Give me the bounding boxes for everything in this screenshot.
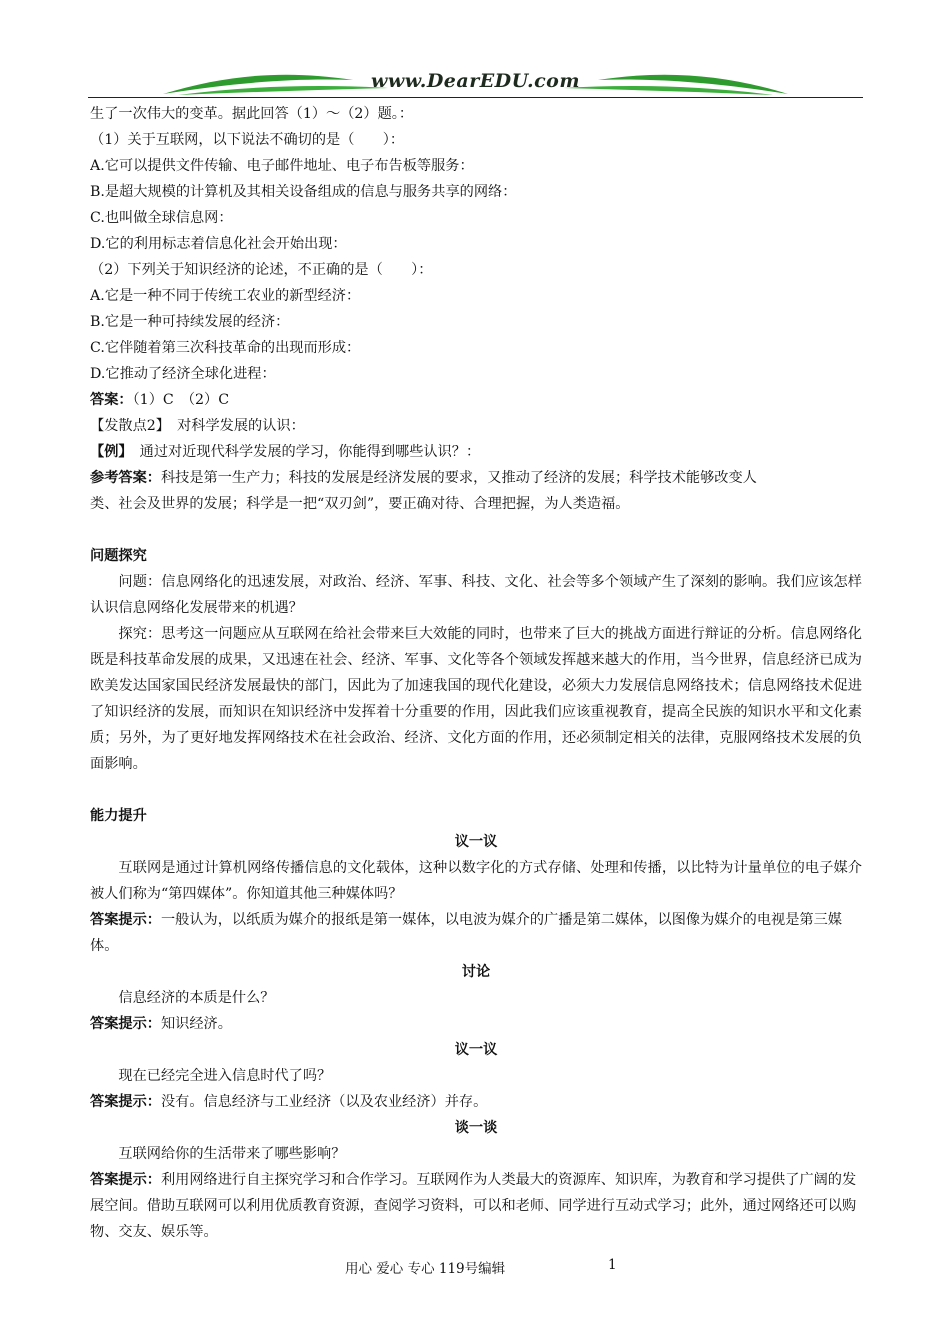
point-2-text: 对科学发展的认识： [162, 418, 305, 434]
answer-line [90, 387, 862, 413]
discussion-heading-4: 谈一谈 [454, 1120, 498, 1136]
hint-text: 没有。信息经济与工业经济（以及农业经济）并存。 [160, 1094, 488, 1110]
reference-answer-line-1 [90, 465, 862, 491]
question-1-stem: （1）关于互联网，以下说法不确切的是（ ）： [90, 132, 405, 148]
ability-section-title: 能力提升 [90, 808, 147, 824]
hint-label: 答案提示： [90, 912, 161, 928]
header-divider [88, 97, 863, 98]
question-2-option-a: A.它是一种不同于传统工农业的新型经济： [90, 288, 361, 304]
hint-label: 答案提示： [90, 1016, 161, 1032]
discussion-question-3: 现在已经完全进入信息时代了吗？ [118, 1068, 332, 1084]
page-number: 1 [608, 1257, 617, 1273]
question-1-option-a: A.它可以提供文件传输、电子邮件地址、电子布告板等服务： [90, 158, 474, 174]
discussion-hint-3 [90, 1089, 862, 1115]
example-label: 【例】 [90, 444, 126, 460]
hint-text: 一般认为，以纸质为媒介的报纸是第一媒体，以电波为媒介的广播是第二媒体，以图像为媒介的电视是第三媒体。 [90, 912, 842, 954]
discussion-question-4: 互联网给你的生活带来了哪些影响？ [118, 1146, 346, 1162]
discussion-question-2: 信息经济的本质是什么？ [118, 990, 275, 1006]
discussion-heading-3: 议一议 [454, 1042, 498, 1058]
discussion-heading-1: 议一议 [454, 834, 498, 850]
discussion-question-1: 互联网是通过计算机网络传播信息的文化载体，这种以数字化的方式存储、处理和传播，以比特为计量单位的电子媒介被人们称为“第四媒体”。你知道其他三种媒体吗？ [90, 860, 862, 902]
document-body [90, 101, 862, 1245]
hint-text: 利用网络进行自主探究学习和合作学习。互联网作为人类最大的资源库、知识库，为教育和学习提供了广阔的发展空间。借助互联网可以利用优质教育资源，查阅学习资料，可以和老师、同学进行互动式学习；此外，通过网络还可以购物、交友、娱乐等。 [90, 1172, 857, 1240]
answer-text: （1）C （2）C [132, 392, 230, 408]
question-2-option-b: B.它是一种可持续发展的经济： [90, 314, 290, 330]
hint-label: 答案提示： [90, 1172, 161, 1188]
reference-answer-line-2: 类、社会及世界的发展；科学是一把“双刃剑”，要正确对待、合理把握，为人类造福。 [90, 496, 630, 512]
reference-answer-text-1: 科技是第一生产力；科技的发展是经济发展的要求，又推动了经济的发展；科学技术能够改变人 [160, 470, 757, 486]
site-logo-text: www.DearEDU.com [371, 70, 580, 92]
point-2-line [90, 413, 862, 439]
question-1-option-c: C.也叫做全球信息网： [90, 210, 233, 226]
inquiry-question: 问题：信息网络化的迅速发展，对政治、经济、军事、科技、文化、社会等多个领域产生了深刻的影响。我们应该怎样认识信息网络化发展带来的机遇？ [90, 574, 862, 616]
discussion-heading-2: 讨论 [461, 964, 491, 980]
answer-label: 答案： [90, 392, 133, 408]
footer-text: 用心 爱心 专心 119号编辑 [345, 1261, 506, 1277]
discussion-hint-4 [90, 1167, 862, 1245]
example-line [90, 439, 862, 465]
point-2-label: 【发散点2】 [90, 418, 163, 434]
page-header [88, 66, 863, 102]
question-2-option-c: C.它伴随着第三次科技革命的出现而形成： [90, 340, 361, 356]
intro-line: 生了一次伟大的变革。据此回答（1）～（2）题。： [90, 106, 414, 122]
question-1-option-b: B.是超大规模的计算机及其相关设备组成的信息与服务共享的网络： [90, 184, 517, 200]
inquiry-section-title: 问题探究 [90, 548, 147, 564]
question-2-stem: （2）下列关于知识经济的论述，不正确的是（ ）： [90, 262, 433, 278]
hint-text: 知识经济。 [160, 1016, 232, 1032]
question-2-option-d: D.它推动了经济全球化进程： [90, 366, 276, 382]
discussion-hint-2 [90, 1011, 862, 1037]
hint-label: 答案提示： [90, 1094, 161, 1110]
inquiry-explore: 探究：思考这一问题应从互联网在给社会带来巨大效能的同时，也带来了巨大的挑战方面进行辩证的分析。信息网络化既是科技革命发展的成果，又迅速在社会、经济、军事、文化等各个领域发挥越来越大的作用，当今世界，信息经济已成为欧美发达国家国民经济发展最快的部门，因此为了加速我国的现代化建设，必须大力发展信息网络技术；信息网络技术促进了知识经济的发展，而知识在知识经济中发挥着十分重要的作用，因此我们应该重视教育，提高全民族的知识水平和文化素质；另外，为了更好地发挥网络技术在社会政治、经济、文化方面的作用，还必须制定相关的法律，克服网络技术发展的负面影响。 [90, 626, 862, 772]
question-1-option-d: D.它的利用标志着信息化社会开始出现： [90, 236, 347, 252]
reference-answer-label: 参考答案： [90, 470, 161, 486]
discussion-hint-1 [90, 907, 862, 959]
example-text: 通过对近现代科学发展的学习，你能得到哪些认识？： [125, 444, 481, 460]
